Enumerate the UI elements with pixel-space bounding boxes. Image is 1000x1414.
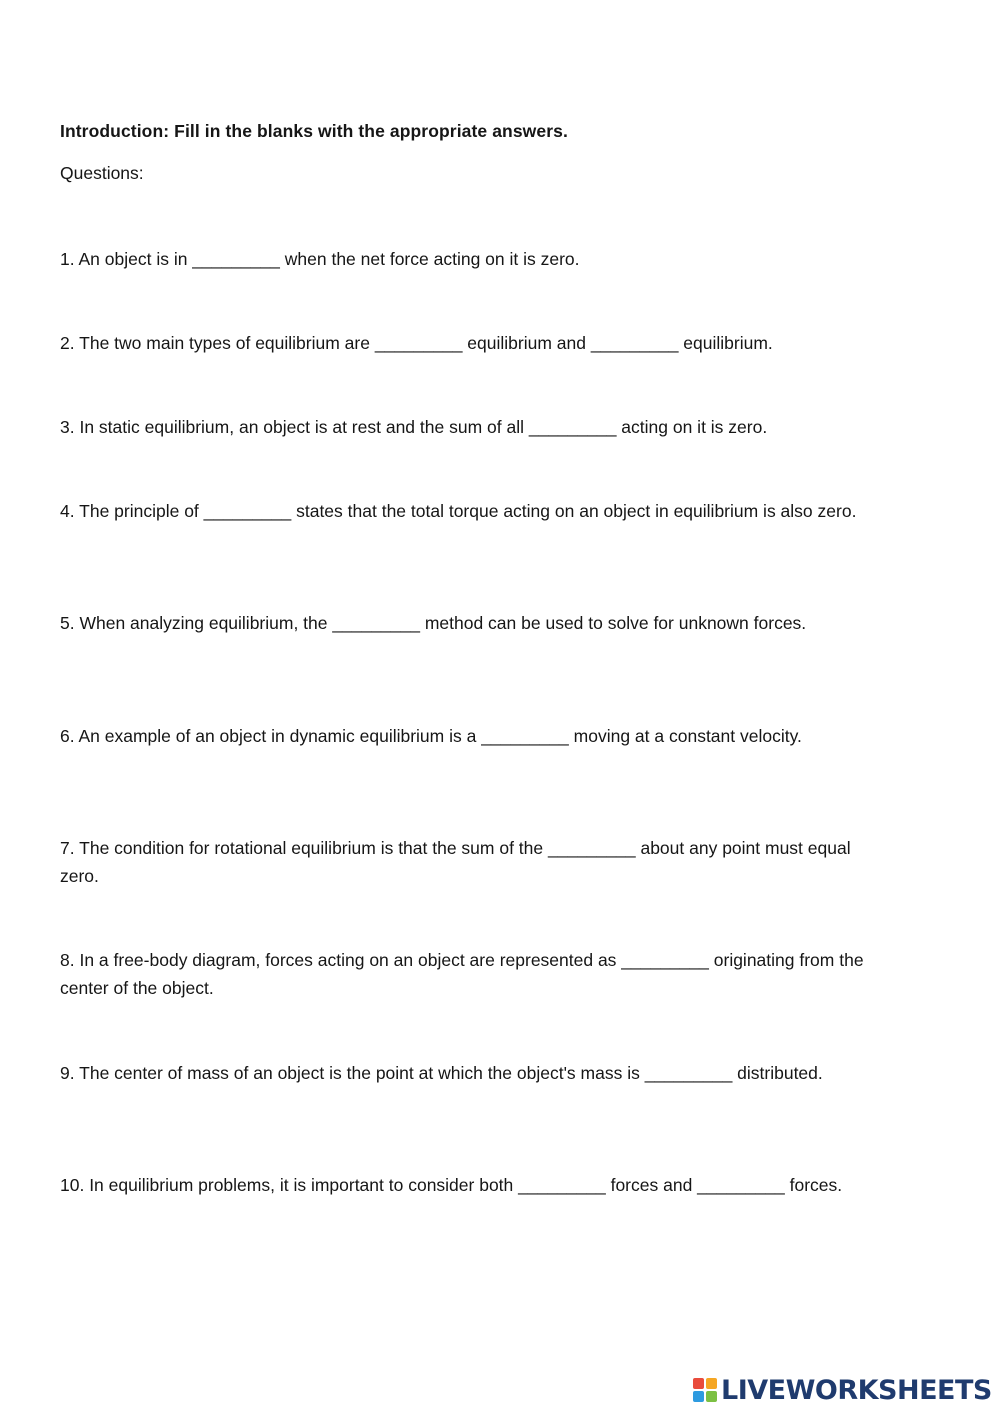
question-4: 4. The principle of _________ states that the total torque acting on an object in equilibrium is also zero.	[60, 501, 857, 521]
questions-label: Questions:	[60, 163, 144, 183]
question-1: 1. An object is in _________ when the net force acting on it is zero.	[60, 249, 580, 269]
liveworksheets-logo	[692, 1373, 992, 1407]
question-5: 5. When analyzing equilibrium, the _________ method can be used to solve for unknown forces.	[60, 613, 807, 633]
question-6: 6. An example of an object in dynamic equilibrium is a _________ moving at a constant velocity.	[60, 726, 802, 746]
question-9: 9. The center of mass of an object is the point at which the object's mass is _________ distributed.	[60, 1063, 823, 1083]
intro-instruction: Introduction: Fill in the blanks with the appropriate answers.	[60, 121, 568, 141]
question-8: 8. In a free-body diagram, forces acting on an object are represented as _________ originating from the center of the object.	[60, 950, 864, 998]
question-2: 2. The two main types of equilibrium are _________ equilibrium and _________ equilibrium.	[60, 333, 773, 353]
liveworksheets-logo-icon	[692, 1377, 718, 1403]
logo-text: LIVEWORKSHEETS	[721, 1374, 992, 1406]
question-3: 3. In static equilibrium, an object is at rest and the sum of all _________ acting on it is zero.	[60, 417, 768, 437]
question-7: 7. The condition for rotational equilibrium is that the sum of the _________ about any point must equal zero.	[60, 838, 851, 886]
question-10: 10. In equilibrium problems, it is important to consider both _________ forces and _________ forces.	[60, 1175, 843, 1195]
